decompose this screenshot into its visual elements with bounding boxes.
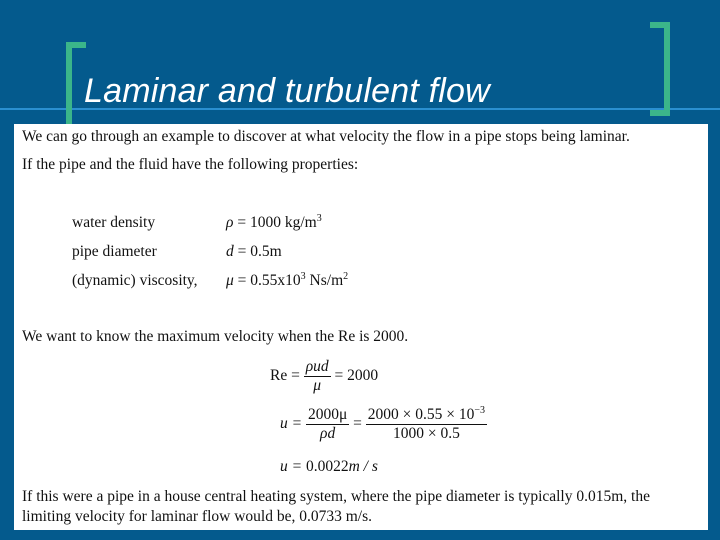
slide-content [14,124,708,530]
eq2-fraction-1 [306,406,349,443]
property-label-diameter: pipe diameter [72,243,157,260]
eq2-numerator-exponent: −3 [474,404,486,416]
equation-velocity [280,406,487,443]
eq3-value: 0.0022 [305,458,349,475]
conclusion-line-1: If this were a pipe in a house central heating system, where the pipe diameter is typically 0.015m, the [22,488,650,505]
eq2-denominator-1: ρd [320,425,336,442]
equation-result [280,458,378,476]
question-line: We want to know the maximum velocity when the Re is 2000. [22,328,409,345]
eq3-lhs: u = [280,458,303,475]
viscosity-exponent: 3 [300,270,306,282]
eq1-denominator: μ [313,377,322,394]
diameter-value: = 0.5m [233,243,282,260]
intro-line-2: If the pipe and the fluid have the following properties: [22,156,359,173]
eq1-lhs: Re = [270,367,300,385]
property-value-diameter [226,243,282,261]
density-symbol: ρ [226,214,234,231]
viscosity-unit: Ns/m [305,272,344,289]
equation-reynolds [270,358,378,395]
viscosity-value: = 0.55x10 [233,272,301,289]
eq2-denominator-2: 1000 × 0.5 [392,425,460,442]
eq2-numerator-1: 2000μ [307,406,348,423]
property-label-density: water density [72,214,156,231]
right-bracket-decoration [650,22,670,116]
eq1-numerator: ρud [305,358,329,375]
density-value: = 1000 kg/m [233,214,317,231]
viscosity-unit-exponent: 2 [343,270,349,282]
intro-line-1: We can go through an example to discover at what velocity the flow in a pipe stops being laminar. [22,128,630,145]
conclusion-line-2: limiting velocity for laminar flow would be, 0.0733 m/s. [22,508,372,525]
left-bracket-decoration [66,42,86,136]
eq1-fraction [304,358,331,395]
eq2-numerator-2: 2000 × 0.55 × 10 [367,406,475,423]
eq2-lhs: u = [280,415,303,433]
property-value-density [226,214,322,232]
density-exponent: 3 [316,212,322,224]
eq2-fraction-2 [366,406,487,443]
eq2-equals: = [353,415,362,433]
viscosity-symbol: μ [226,272,234,289]
slide-title: Laminar and turbulent flow [84,72,490,110]
eq3-unit: m / s [348,458,378,475]
property-label-viscosity: (dynamic) viscosity, [72,272,198,289]
diameter-symbol: d [226,243,234,260]
eq1-rhs: = 2000 [334,367,379,385]
property-value-viscosity [226,272,348,290]
